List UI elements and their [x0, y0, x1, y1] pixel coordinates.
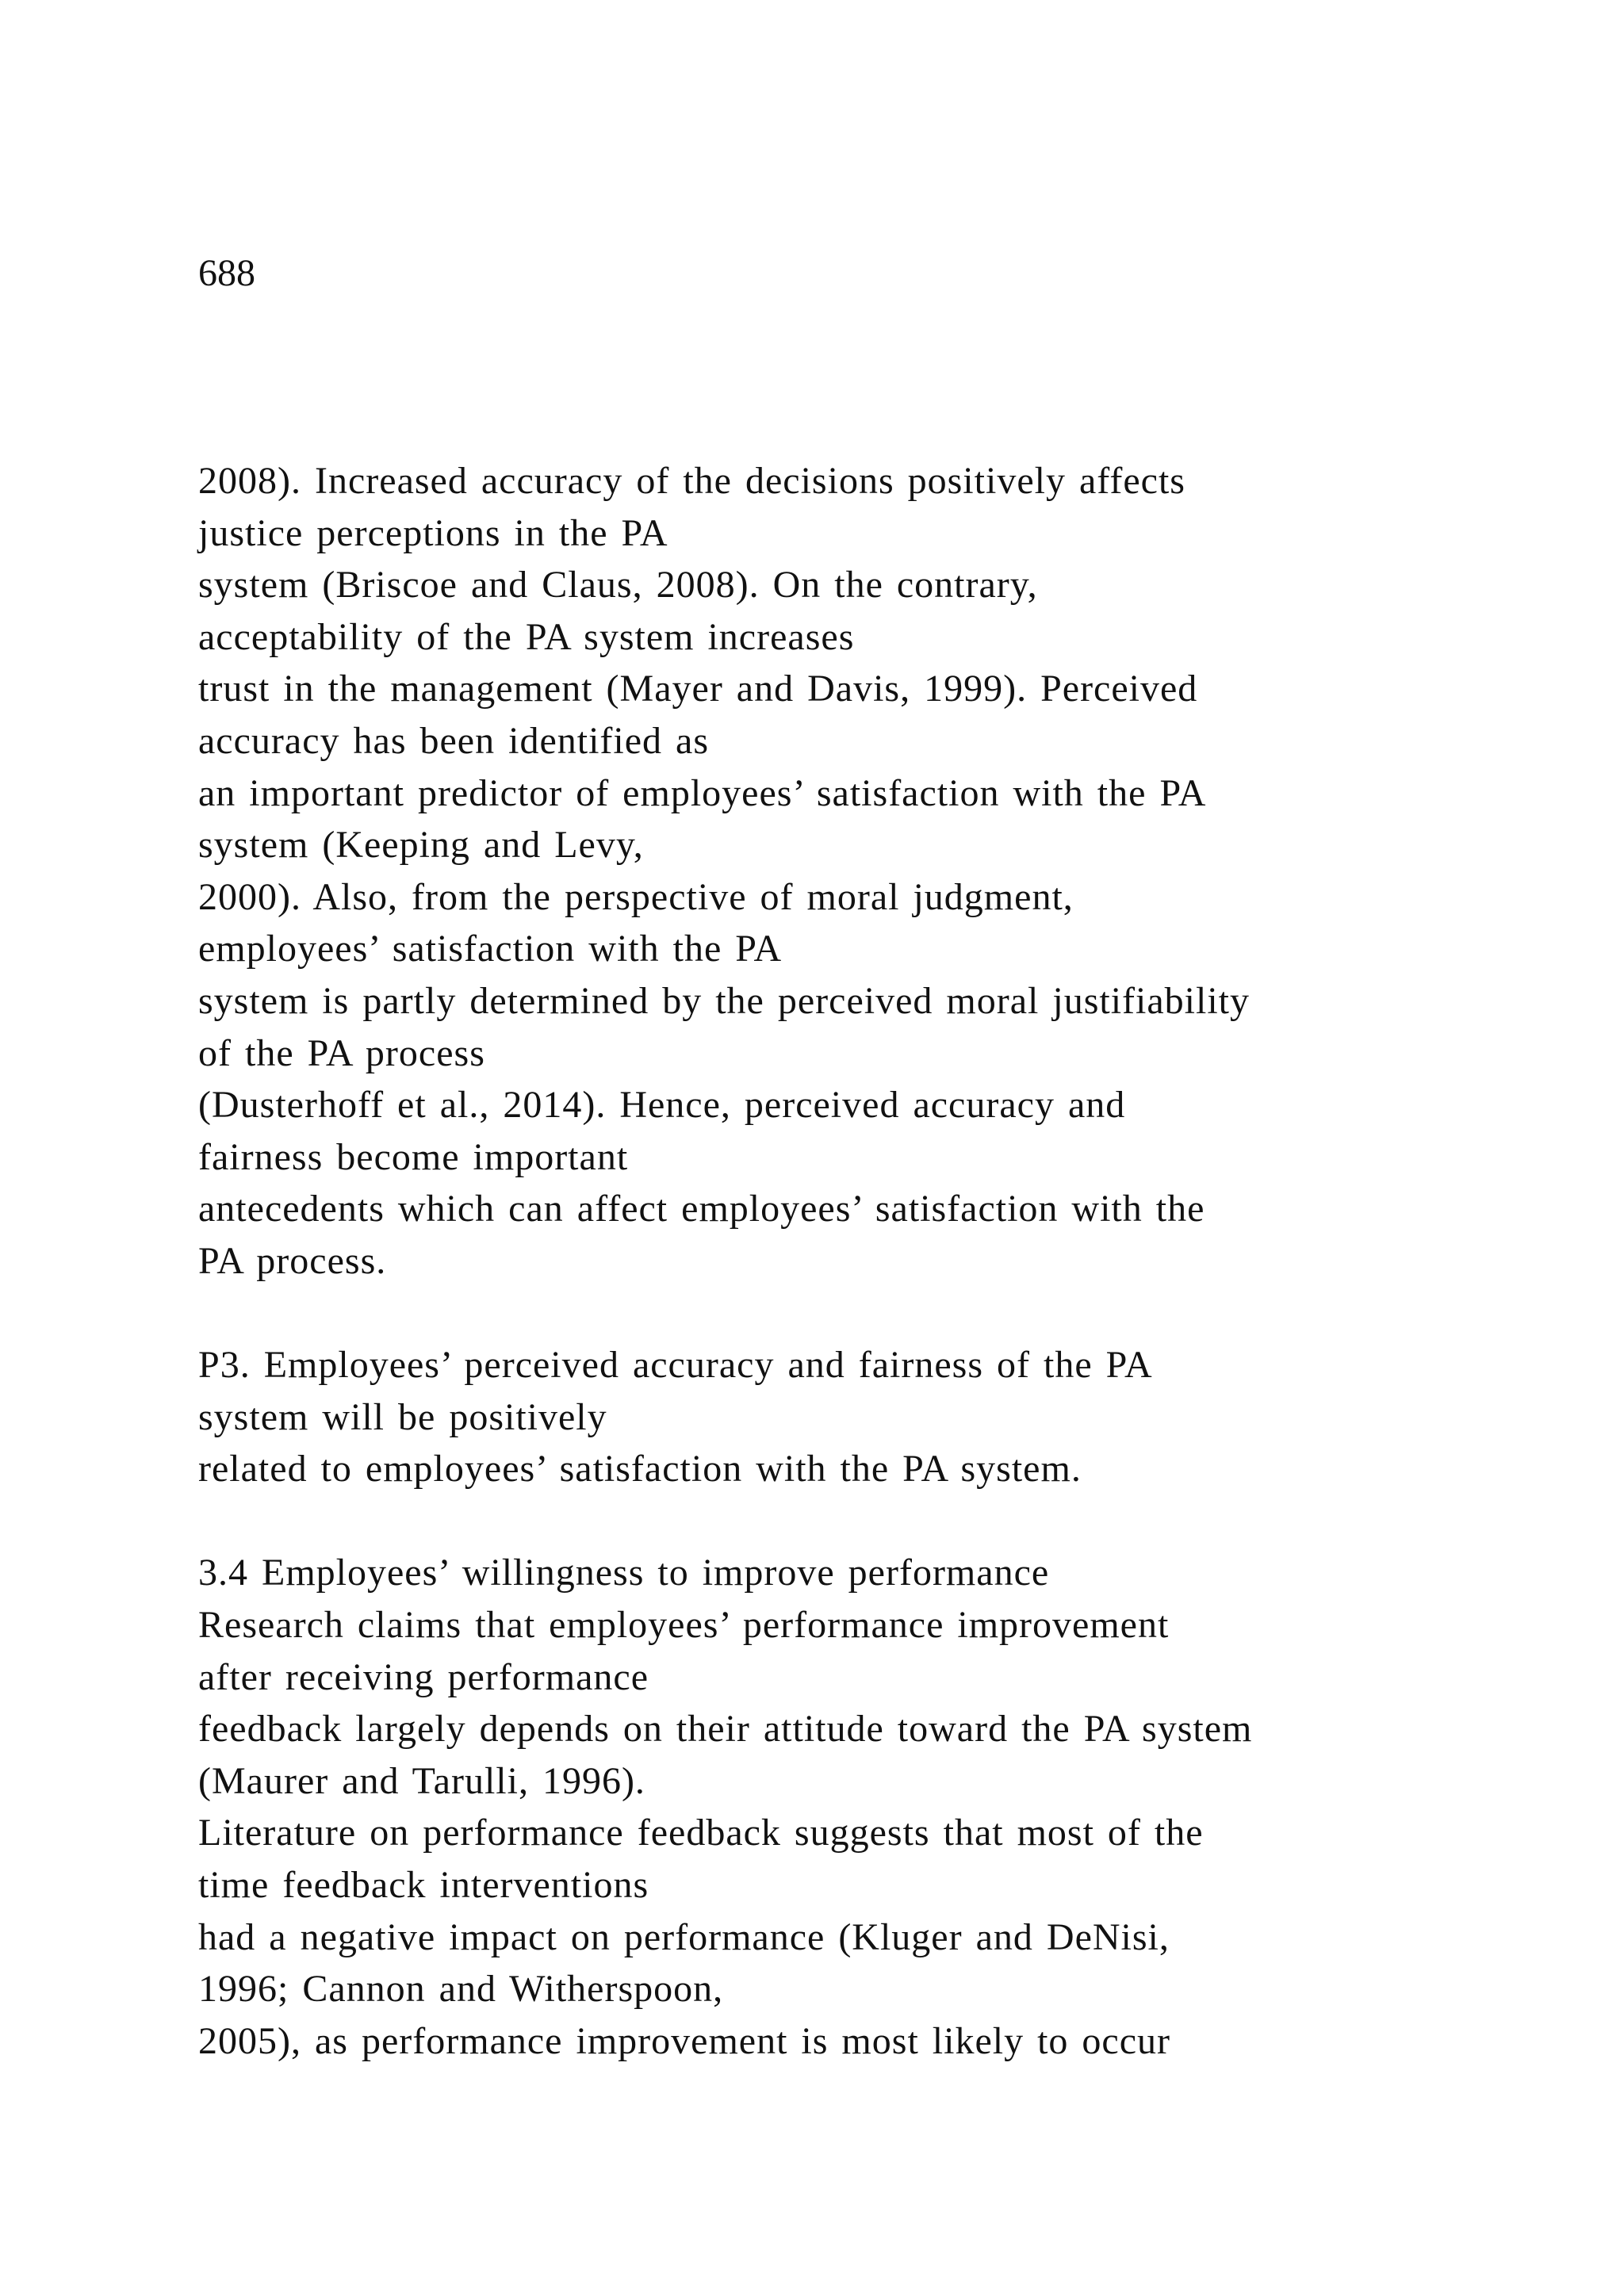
text-line: antecedents which can affect employees’ satisfaction with the: [198, 1188, 1205, 1230]
text-line: Literature on performance feedback suggests that most of the: [198, 1812, 1204, 1854]
text-line: fairness become important: [198, 1135, 629, 1178]
page-number: 688: [198, 252, 255, 294]
text-line: 2005), as performance improvement is most likely to occur: [198, 2019, 1171, 2062]
text-line: 2000). Also, from the perspective of moral judgment,: [198, 875, 1074, 918]
text-line: of the PA process: [198, 1031, 485, 1074]
text-line: feedback largely depends on their attitude toward the PA system: [198, 1708, 1253, 1751]
text-line: employees’ satisfaction with the PA: [198, 928, 783, 970]
text-line: system is partly determined by the perceived moral justifiability: [198, 979, 1251, 1022]
text-line: (Dusterhoff et al., 2014). Hence, perceived accuracy and: [198, 1084, 1126, 1127]
section-3-4: [198, 1547, 1507, 2067]
text-line: justice perceptions in the PA: [198, 511, 668, 554]
text-line: an important predictor of employees’ satisfaction with the PA: [198, 771, 1207, 814]
text-line: P3. Employees’ perceived accuracy and fairness of the PA: [198, 1344, 1153, 1387]
text-line: accuracy has been identified as: [198, 719, 710, 762]
paragraph-spacer: [198, 1495, 1507, 1548]
proposition-p3: [198, 1339, 1507, 1495]
text-line: 2008). Increased accuracy of the decisions positively affects: [198, 460, 1185, 502]
paragraph-spacer: [198, 1288, 1507, 1340]
text-line: trust in the management (Mayer and Davis, 1999). Perceived: [198, 668, 1198, 710]
paragraph-accuracy-satisfaction: [198, 455, 1507, 1288]
section-heading: 3.4 Employees’ willingness to improve performance: [198, 1552, 1050, 1594]
body-text: [198, 455, 1507, 2067]
text-line: acceptability of the PA system increases: [198, 615, 855, 658]
text-line: system (Briscoe and Claus, 2008). On the contrary,: [198, 564, 1038, 607]
text-line: 1996; Cannon and Witherspoon,: [198, 1968, 724, 2011]
text-line: after receiving performance: [198, 1655, 649, 1698]
text-line: (Maurer and Tarulli, 1996).: [198, 1759, 645, 1802]
text-line: time feedback interventions: [198, 1864, 649, 1907]
text-line: system (Keeping and Levy,: [198, 824, 644, 867]
text-line: Research claims that employees’ performance improvement: [198, 1604, 1170, 1647]
text-line: had a negative impact on performance (Kluger and DeNisi,: [198, 1915, 1170, 1958]
text-line: related to employees’ satisfaction with the PA system.: [198, 1448, 1082, 1490]
text-line: PA process.: [198, 1239, 387, 1282]
text-line: system will be positively: [198, 1395, 607, 1438]
